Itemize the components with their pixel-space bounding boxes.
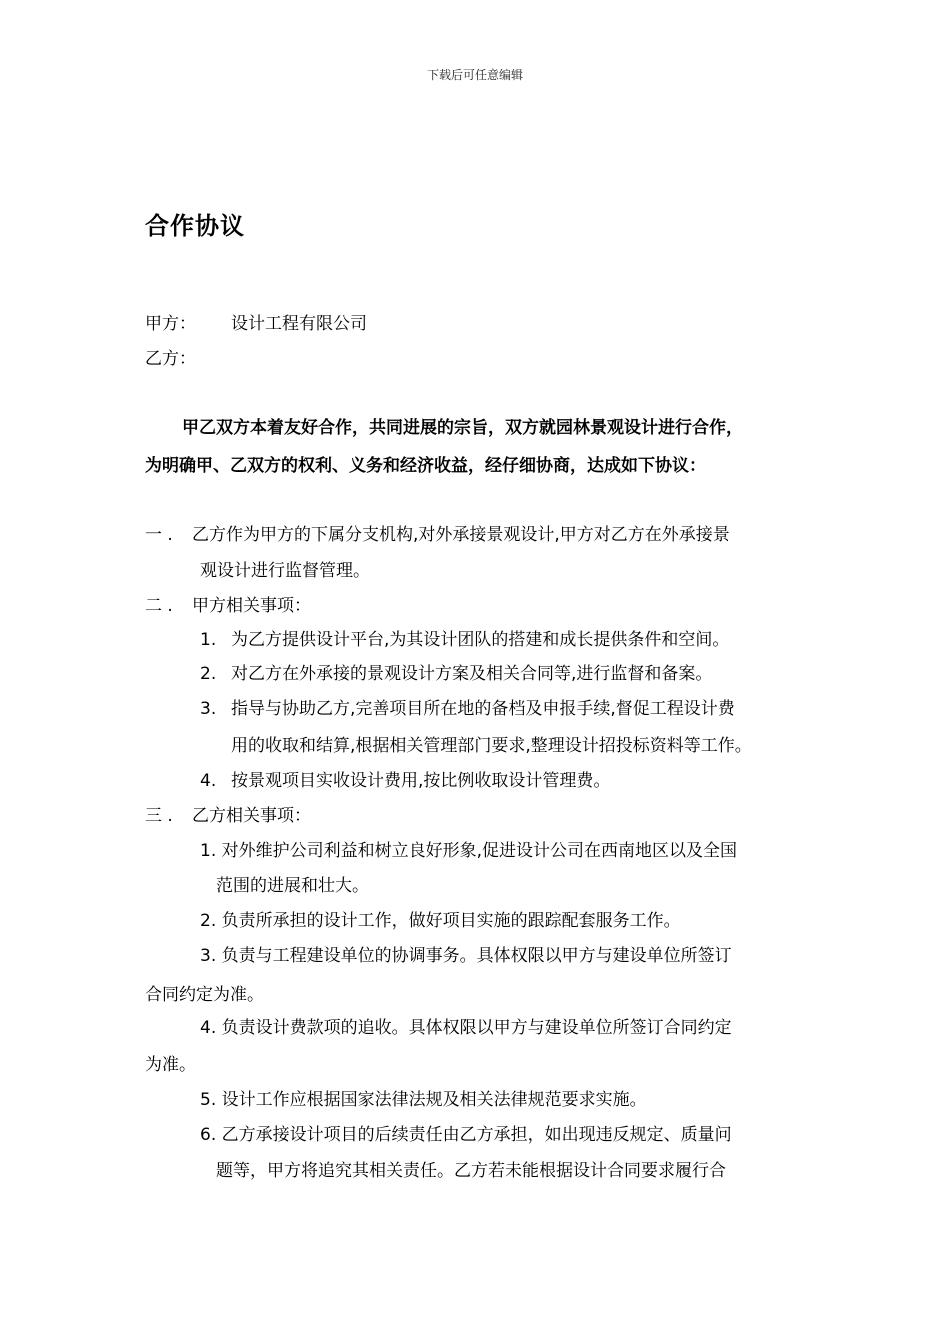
section-1-line-1: 乙方作为甲方的下属分支机构,对外承接景观设计,甲方对乙方在外承接景 [192,525,730,545]
s3-item-1-line-1: 1. 对外维护公司利益和树立良好形象,促进设计公司在西南地区以及全国 [200,841,738,861]
section-2-number: 二 . [145,596,173,616]
s2-item-3-text-line-1: 指导与协助乙方,完善项目所在地的备档及申报手续,督促工程设计费 [231,699,735,719]
party-b-label: 乙方： [145,349,196,369]
document-title: 合作协议 [145,212,245,240]
s2-item-4-number: 4. [200,771,217,791]
s3-item-6-line-2: 题等，甲方将追究其相关责任。乙方若未能根据设计合同要求履行合 [216,1161,726,1181]
s3-item-3-line-2: 合同约定为准。 [145,985,264,1005]
party-a-label: 甲方： [145,314,196,334]
s2-item-3-text-line-2: 用的收取和结算,根据相关管理部门要求,整理设计招投标资料等工作。 [231,736,752,756]
s2-item-1-text: 为乙方提供设计平台,为其设计团队的搭建和成长提供条件和空间。 [231,630,730,650]
s3-item-5-line-1: 5. 设计工作应根据国家法律法规及相关法律规范要求实施。 [200,1090,647,1110]
s2-item-1-number: 1. [200,630,217,650]
s3-item-6-line-1: 6. 乙方承接设计项目的后续责任由乙方承担，如出现违反规定、质量问 [200,1125,732,1145]
section-2-title: 甲方相关事项： [192,596,311,616]
s2-item-3-number: 3. [200,699,217,719]
section-3-number: 三 . [145,806,173,826]
s3-item-4-line-1: 4. 负责设计费款项的追收。具体权限以甲方与建设单位所签订合同约定 [200,1018,732,1038]
party-a-value: 设计工程有限公司 [231,314,367,334]
section-1-number: 一 . [145,525,173,545]
page-header: 下载后可任意编辑 [426,68,523,82]
section-3-title: 乙方相关事项： [192,806,311,826]
s3-item-3-line-1: 3. 负责与工程建设单位的协调事务。具体权限以甲方与建设单位所签订 [200,946,732,966]
s2-item-2-text: 对乙方在外承接的景观设计方案及相关合同等,进行监督和备案。 [231,664,713,684]
intro-line-2: 为明确甲、乙双方的权利、义务和经济收益，经仔细协商，达成如下协议： [145,456,706,476]
intro-line-1: 甲乙双方本着友好合作，共同进展的宗旨，双方就园林景观设计进行合作， [182,418,743,438]
s3-item-4-line-2: 为准。 [145,1055,196,1075]
s3-item-2-line-1: 2. 负责所承担的设计工作，做好项目实施的跟踪配套服务工作。 [200,911,681,931]
s2-item-4-text: 按景观项目实收设计费用,按比例收取设计管理费。 [231,771,611,791]
s3-item-1-line-2: 范围的进展和壮大。 [216,876,369,896]
section-1-line-2: 观设计进行监督管理。 [200,561,370,581]
s2-item-2-number: 2. [200,664,217,684]
